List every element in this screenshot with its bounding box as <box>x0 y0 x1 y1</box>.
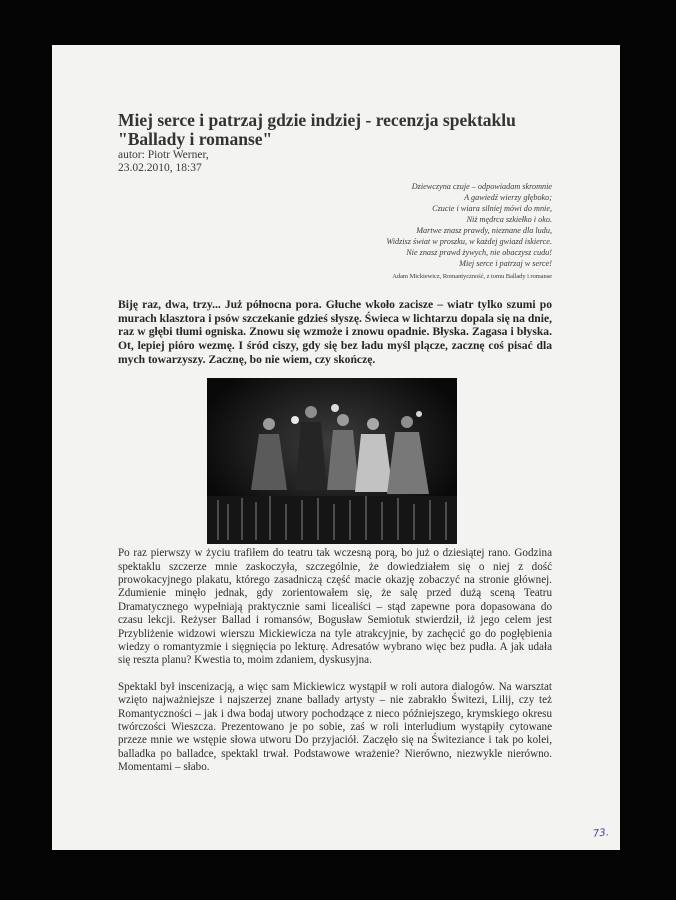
article-date: 23.02.2010, 18:37 <box>118 162 202 174</box>
epigraph-line: A gawiedź wierzy głęboko; <box>464 193 552 202</box>
epigraph-line: Niż mędrca szkiełko i oko. <box>466 215 552 224</box>
epigraph-line: Widzisz świat w proszku, w każdej gwiazd iskierce. <box>386 237 552 246</box>
stage-photo-graphic <box>207 378 457 544</box>
stage-photo <box>207 378 457 544</box>
handwritten-page-number: 73. <box>592 827 610 840</box>
epigraph <box>118 181 552 282</box>
epigraph-source: Adam Mickiewicz, Romantyczność, z tomu Ballady i romanse <box>392 273 552 280</box>
article-title: Miej serce i patrzaj gdzie indziej - recenzja spektaklu "Ballady i romanse" <box>118 110 516 149</box>
article <box>118 111 552 775</box>
epigraph-line: Martwe znasz prawdy, nieznane dla ludu, <box>416 226 552 235</box>
epigraph-line: Miej serce i patrzaj w serce! <box>459 259 552 268</box>
body-paragraph: Po raz pierwszy w życiu trafiłem do teatru tak wczesną porą, bo już o dziesiątej rano. Godzina spektaklu szczerze mnie zaskoczyła, szczególnie, że dowiedziałem się o niej z dość prowokacyjnego plakatu, którego zasadniczą część macie okazję zobaczyć na stronie głównej. Zdumienie minęło jednak, gdy zorientowałem się, że salę przed dużą sceną Teatru Dramatycznego wypełniają praktycznie sami licealiści – stąd zapewne pora dopasowana do czasu lekcji. Reżyser Ballad i romansów, Bogusław Semiotuk stwierdził, iż jego celem jest Przybliżenie widzowi wierszu Mickiewicza na tyle atrakcyjnie, by zachęcić go do pogłębienia wiedzy o romantyzmie i sięgnięcia po lekturę. Adresatów wybrano więc bez pudła. A jak udała się reszta planu? Kwestia to, moim zdaniem, dyskusyjna. <box>118 547 552 667</box>
lead-paragraph: Biję raz, dwa, trzy... Już północna pora. Głuche wkoło zacisze – wiatr tylko szumi po murach klasztora i psów szczekanie gdzieś słyszę. Świeca w lichtarzu dopala się na dnie, raz w głębi tłumi ogniska. Znowu się wzmoże i znowu opadnie. Błyska. Zagasa i błyska. Ot, lepiej pióro wezmę. I śród ciszy, gdy się bez ładu myśl plącze, zacznę coś pisać dla mych towarzyszy. Zacznę, bo nie wiem, czy skończę. <box>118 298 552 366</box>
epigraph-line: Dziewczyna czuje – odpowiadam skromnie <box>411 182 552 191</box>
body-paragraph: Spektakl był inscenizacją, a więc sam Mickiewicz wystąpił w roli autora dialogów. Na warsztat wzięto najważniejsze i najszerzej znane ballady artysty – nie zabrakło Świtezi, Lilij, czy też Romantyczności – jak i dwa bodaj utwory pochodzące z nieco późniejszego, krymskiego okresu twórczości Wieszcza. Prezentowano je po sobie, zaś w roli interludium wystąpiły cytowane przeze mnie we wstępie słowa utworu Do przyjaciół. Zaczęło się na Świteziance i tak po kolei, balladka po balladce, spektakl trwał. Podstawowe wrażenie? Nierówno, niezwykle nierówno. Momentami – słabo. <box>118 680 552 774</box>
article-author: autor: Piotr Werner, <box>118 149 209 161</box>
epigraph-line: Nie znasz prawd żywych, nie obaczysz cudu! <box>406 248 552 257</box>
document-page <box>52 45 620 850</box>
epigraph-line: Czucie i wiara silniej mówi do mnie, <box>432 204 552 213</box>
